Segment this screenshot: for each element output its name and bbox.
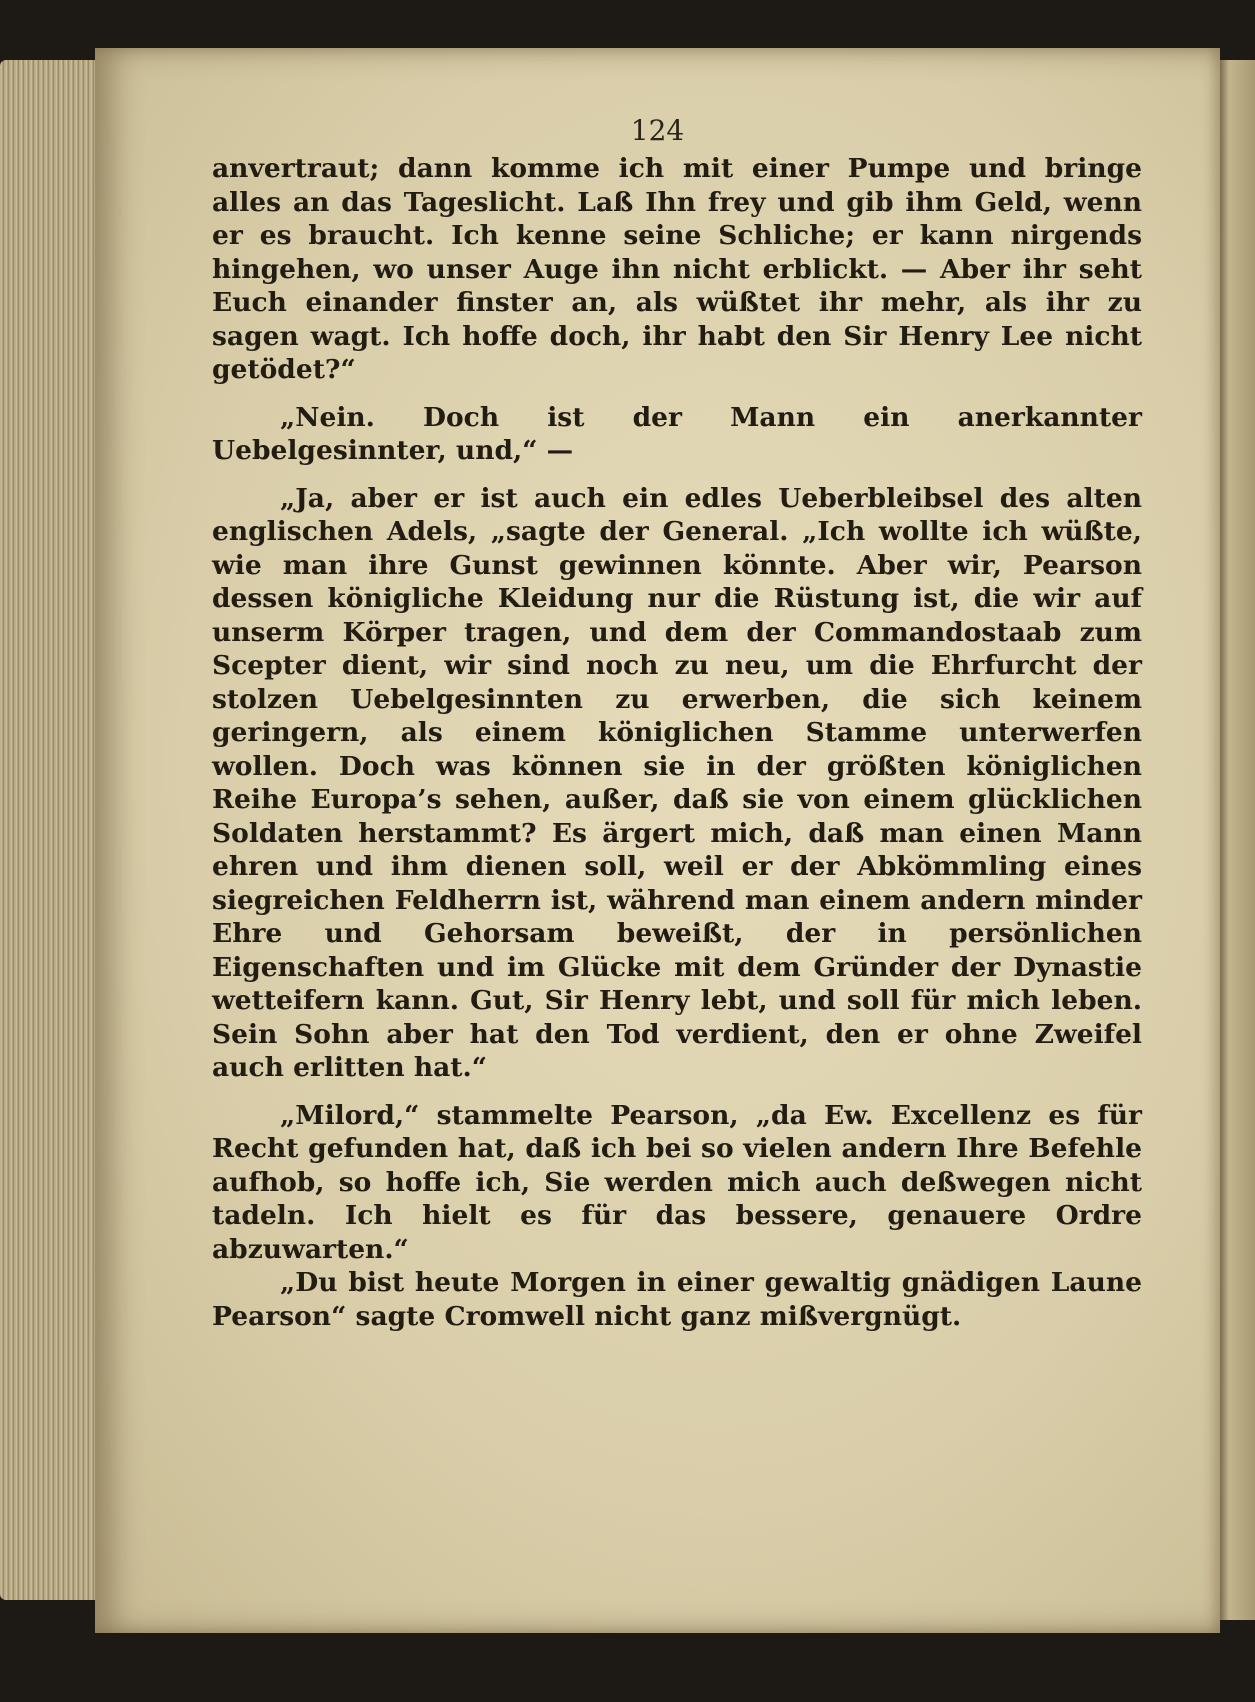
book-right-edge	[1218, 60, 1255, 1620]
paragraph-4: „Milord,“ stammelte Pearson, „da Ew. Excellenz es für Recht gefunden hat, daß ich bei so vielen andern Ihre Befehle aufhob, so hoffe ich, Sie werden mich auch deßwegen nicht tadeln. Ich hielt es für das bessere, genauere Ordre abzuwarten.“	[212, 1099, 1142, 1265]
book-page-edges	[0, 60, 95, 1600]
paragraph-1: anvertraut; dann komme ich mit einer Pumpe und bringe alles an das Tageslicht. Laß Ihn frey und gib ihm Geld, wenn er es braucht. Ich kenne seine Schliche; er kann nirgends hingehen, wo unser Auge ihn nicht erblickt. — Aber ihr seht Euch einander finster an, als wüßtet ihr mehr, als ihr zu sagen wagt. Ich hoffe doch, ihr habt den Sir Henry Lee nicht getödet?“	[212, 153, 1142, 385]
page-number: 124	[630, 114, 685, 147]
paragraph-3: „Ja, aber er ist auch ein edles Ueberbleibsel des alten englischen Adels, „sagte der General. „Ich wollte ich wüßte, wie man ihre Gunst gewinnen könnte. Aber wir, Pearson dessen königliche Kleidung nur die Rüstung ist, die wir auf unserm Körper tragen, und dem der Commandostaab zum Scepter dient, wir sind noch zu neu, um die Ehrfurcht der stolzen Uebelgesinnten zu erwerben, die sich keinem geringern, als einem königlichen Stamme unterwerfen wollen. Doch was können sie in der größten königlichen Reihe Europa’s sehen, außer, daß sie von einem glücklichen Soldaten herstammt? Es ärgert mich, daß man einen Mann ehren und ihm dienen soll, weil er der Abkömmling eines siegreichen Feldherrn ist, während man einem andern minder Ehre und Gehorsam beweißt, der in persönlichen Eigenschaften und im Glücke mit dem Gründer der Dynastie wetteifern kann. Gut, Sir Henry lebt, und soll für mich leben. Sein Sohn aber hat den Tod verdient, den er ohne Zweifel auch erlitten hat.“	[212, 482, 1142, 1083]
paragraph-2: „Nein. Doch ist der Mann ein anerkannter Uebelgesinnter, und,“ —	[212, 401, 1142, 466]
paragraph-5: „Du bist heute Morgen in einer gewaltig gnädigen Laune Pearson“ sagte Cromwell nicht ganz mißvergnügt.	[212, 1267, 1142, 1332]
page-text	[212, 152, 1142, 1347]
